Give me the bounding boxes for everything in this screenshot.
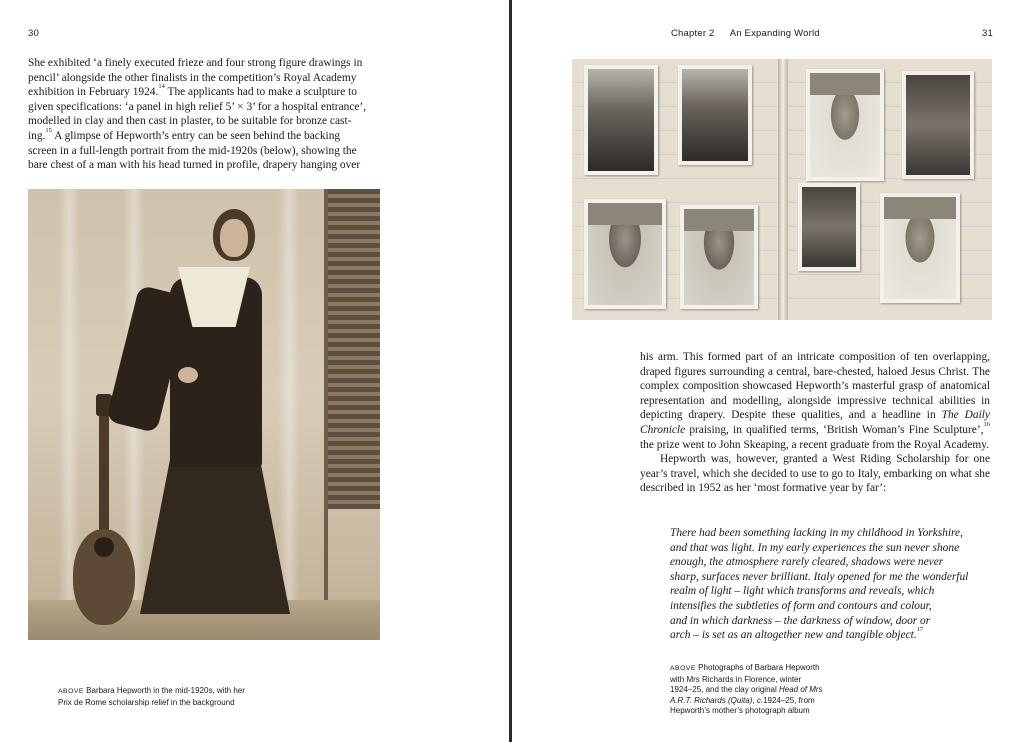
right-body-text: [640, 350, 990, 496]
portrait-photo: [28, 189, 380, 640]
left-body-text: [28, 56, 380, 173]
quote-line: and that was light. In my early experiences the sun never shone: [670, 541, 960, 554]
page-number-left: 30: [28, 28, 39, 39]
album-photo: [584, 199, 666, 309]
footnote-ref: 14: [158, 83, 165, 91]
paragraph: his arm. This formed part of an intricate composition of ten overlapping, draped figures surrounding a central, bare-chested, haloed Jesus Christ. The complex composition showcased Hepworth’s masterful grasp of anatomical representation and modelling, alongside impressive technical abilities in depicting drapery. Despite these qualities, and a headline in The Daily Chronicle praising, in qualified terms, ‘British Woman’s Fine Sculpture’,$^{16}$ the prize went to John Skeaping, a recent graduate from the Royal Academy.: [640, 351, 990, 451]
text-line: modelled in clay and then cast in plaster, to be suitable for bronze cast-: [28, 115, 352, 128]
publication-title: The Daily Chronicle: [640, 409, 990, 436]
text-line: given specifications: ‘a panel in high relief 5’ × 3’ for a hospital entrance’,: [28, 100, 367, 113]
quote-line: realm of light – light which transforms and reveals, which: [670, 585, 935, 598]
footnote-ref: 15: [45, 126, 52, 134]
quote-line: intensifies the subtleties of form and contours and colour,: [670, 599, 932, 612]
chapter-label: Chapter 2: [671, 28, 715, 39]
paragraph: Hepworth was, however, granted a West Riding Scholarship for one year’s travel, which she decided to use to go to Italy, embarking on what she described in 1952 as her ‘most formative year by far’:: [640, 453, 990, 495]
quote-line: arch – is set as an altogether new and tangible object.$^{17}$: [670, 626, 924, 642]
footnote-ref: 17: [916, 626, 924, 634]
left-page: [0, 0, 509, 742]
album-photo: [680, 205, 758, 309]
text-line: screen in a full-length portrait from the mid-1920s (below), showing the: [28, 144, 357, 157]
text-line: pencil’ alongside the other finalists in the competition’s Royal Academy: [28, 71, 357, 84]
right-page: [512, 0, 1020, 742]
quote-line: sharp, surfaces never brilliant. Italy opened for me the wonderful: [670, 570, 969, 583]
block-quote: [670, 526, 990, 643]
text-line: exhibition in February 1924.14 The applicants had to make a sculpture to: [28, 83, 357, 99]
text-line: ing.$^{15}$ A glimpse of Hepworth’s entry can be seen behind the backing: [28, 126, 341, 142]
text-line: bare chest of a man with his head turned in profile, drapery hanging over: [28, 159, 361, 172]
album-photo: [806, 69, 884, 181]
running-head: [671, 28, 820, 39]
album-photo: [902, 71, 974, 179]
footnote-ref: 16: [983, 420, 990, 428]
caption-label: ABOVE: [670, 665, 696, 672]
album-photo: [584, 65, 658, 175]
chapter-title: An Expanding World: [729, 28, 820, 39]
left-caption: [58, 686, 258, 708]
photo-album-image: [572, 59, 992, 320]
caption-label: ABOVE: [58, 688, 84, 695]
text-line: She exhibited ‘a finely executed frieze and four strong figure drawings in: [28, 57, 363, 69]
quote-line: enough, the atmosphere rarely cleared, shadows were never: [670, 556, 944, 569]
album-photo: [798, 183, 860, 271]
quote-line: and in which darkness – the darkness of window, door or: [670, 614, 931, 627]
quote-line: There had been something lacking in my childhood in Yorkshire,: [670, 527, 963, 539]
page-number-right: 31: [982, 28, 993, 39]
caption-text: Barbara Hepworth in the mid-1920s, with her Prix de Rome scholarship relief in the background: [58, 686, 245, 707]
album-photo: [880, 193, 960, 303]
right-caption: ABOVE Photographs of Barbara Hepworth with Mrs Richards in Florence, winter 1924–25, and the clay original Head of Mrs A.R.T. Richards (Quita), c.1924–25, from Hepworth’s mother’s photograph album: [670, 663, 823, 716]
album-photo: [678, 65, 752, 165]
